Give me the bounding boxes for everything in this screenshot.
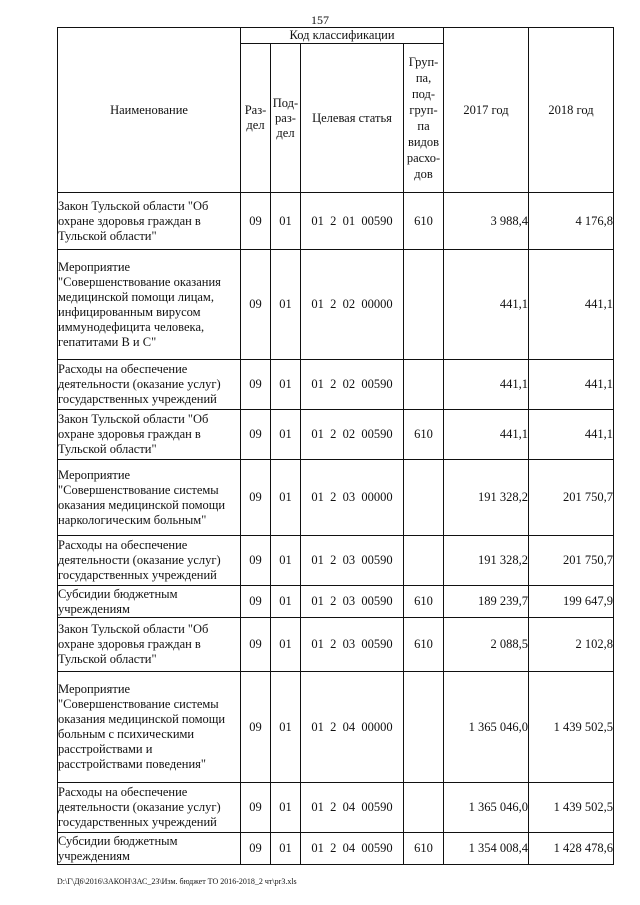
row-2017: 441,1 [444, 360, 529, 410]
row-name: Субсидии бюджетным учреждениям [58, 833, 241, 865]
row-target: 01 2 03 00590 [301, 536, 404, 586]
row-2018: 1 439 502,5 [529, 783, 614, 833]
row-2017: 191 328,2 [444, 460, 529, 536]
header-name: Наименование [58, 28, 241, 193]
row-name: Расходы на обеспечение деятельности (оказание услуг) государственных учреждений [58, 783, 241, 833]
row-2018: 2 102,8 [529, 618, 614, 672]
header-year-2018: 2018 год [529, 28, 614, 193]
row-subsection: 01 [271, 536, 301, 586]
row-2017: 1 365 046,0 [444, 672, 529, 783]
row-subsection: 01 [271, 360, 301, 410]
row-section: 09 [241, 193, 271, 250]
row-2017: 441,1 [444, 250, 529, 360]
row-group: 610 [404, 193, 444, 250]
row-section: 09 [241, 586, 271, 618]
table-row [58, 833, 614, 865]
row-group: 610 [404, 833, 444, 865]
row-group [404, 536, 444, 586]
row-section: 09 [241, 672, 271, 783]
row-target: 01 2 03 00590 [301, 586, 404, 618]
row-2017: 1 365 046,0 [444, 783, 529, 833]
row-2018: 201 750,7 [529, 536, 614, 586]
header-year-2017: 2017 год [444, 28, 529, 193]
row-subsection: 01 [271, 410, 301, 460]
row-section: 09 [241, 783, 271, 833]
row-2018: 441,1 [529, 250, 614, 360]
row-subsection: 01 [271, 586, 301, 618]
row-section: 09 [241, 618, 271, 672]
row-group [404, 360, 444, 410]
table-row [58, 618, 614, 672]
table-row [58, 672, 614, 783]
row-2018: 1 439 502,5 [529, 672, 614, 783]
row-section: 09 [241, 460, 271, 536]
row-2017: 441,1 [444, 410, 529, 460]
row-2017: 191 328,2 [444, 536, 529, 586]
table-row [58, 586, 614, 618]
row-2017: 3 988,4 [444, 193, 529, 250]
header-code: Код классификации [241, 28, 444, 44]
row-2017: 2 088,5 [444, 618, 529, 672]
row-group [404, 460, 444, 536]
row-2018: 1 428 478,6 [529, 833, 614, 865]
row-target: 01 2 02 00000 [301, 250, 404, 360]
budget-table [57, 27, 614, 865]
row-group [404, 250, 444, 360]
header-target: Целевая статья [301, 44, 404, 193]
header-subsection: Под- раз- дел [271, 44, 301, 193]
row-2018: 4 176,8 [529, 193, 614, 250]
row-group: 610 [404, 586, 444, 618]
table-row [58, 536, 614, 586]
row-name: Мероприятие "Совершенствование системы оказания медицинской помощи больным с психическими расстройствами и расстройствами поведения" [58, 672, 241, 783]
row-target: 01 2 03 00000 [301, 460, 404, 536]
table-row [58, 783, 614, 833]
row-name: Расходы на обеспечение деятельности (оказание услуг) государственных учреждений [58, 536, 241, 586]
row-target: 01 2 02 00590 [301, 410, 404, 460]
row-2017: 189 239,7 [444, 586, 529, 618]
row-section: 09 [241, 250, 271, 360]
row-section: 09 [241, 410, 271, 460]
row-target: 01 2 04 00000 [301, 672, 404, 783]
row-target: 01 2 01 00590 [301, 193, 404, 250]
table-row [58, 360, 614, 410]
row-subsection: 01 [271, 460, 301, 536]
row-name: Закон Тульской области "Об охране здоровья граждан в Тульской области" [58, 618, 241, 672]
row-name: Субсидии бюджетным учреждениям [58, 586, 241, 618]
row-section: 09 [241, 536, 271, 586]
row-section: 09 [241, 360, 271, 410]
row-name: Закон Тульской области "Об охране здоровья граждан в Тульской области" [58, 410, 241, 460]
table-row [58, 410, 614, 460]
row-group [404, 783, 444, 833]
row-name: Мероприятие "Совершенствование оказания медицинской помощи лицам, инфицированным вирусом иммунодефицита человека, гепатитами В и С" [58, 250, 241, 360]
row-target: 01 2 02 00590 [301, 360, 404, 410]
row-group: 610 [404, 618, 444, 672]
row-group: 610 [404, 410, 444, 460]
row-group [404, 672, 444, 783]
row-subsection: 01 [271, 833, 301, 865]
row-2018: 441,1 [529, 360, 614, 410]
table-row [58, 250, 614, 360]
table-row [58, 460, 614, 536]
row-subsection: 01 [271, 250, 301, 360]
row-name: Расходы на обеспечение деятельности (оказание услуг) государственных учреждений [58, 360, 241, 410]
table-row [58, 193, 614, 250]
header-section: Раз- дел [241, 44, 271, 193]
row-name: Мероприятие "Совершенствование системы оказания медицинской помощи наркологическим больным" [58, 460, 241, 536]
header-group: Груп- па, под- груп- па видов расхо- дов [404, 44, 444, 193]
row-2018: 201 750,7 [529, 460, 614, 536]
row-2018: 199 647,9 [529, 586, 614, 618]
row-subsection: 01 [271, 193, 301, 250]
row-subsection: 01 [271, 618, 301, 672]
row-2018: 441,1 [529, 410, 614, 460]
footer-file-path: D:\Г\Д6\2016\ЗАКОН\ЗАС_23\Изм. бюджет ТО 2016-2018_2 чт\pr3.xls [57, 877, 297, 886]
row-subsection: 01 [271, 672, 301, 783]
row-2017: 1 354 008,4 [444, 833, 529, 865]
header-row-top [58, 28, 614, 44]
row-section: 09 [241, 833, 271, 865]
page-number: 157 [311, 13, 329, 27]
row-target: 01 2 04 00590 [301, 783, 404, 833]
row-target: 01 2 04 00590 [301, 833, 404, 865]
row-name: Закон Тульской области "Об охране здоровья граждан в Тульской области" [58, 193, 241, 250]
row-subsection: 01 [271, 783, 301, 833]
row-target: 01 2 03 00590 [301, 618, 404, 672]
